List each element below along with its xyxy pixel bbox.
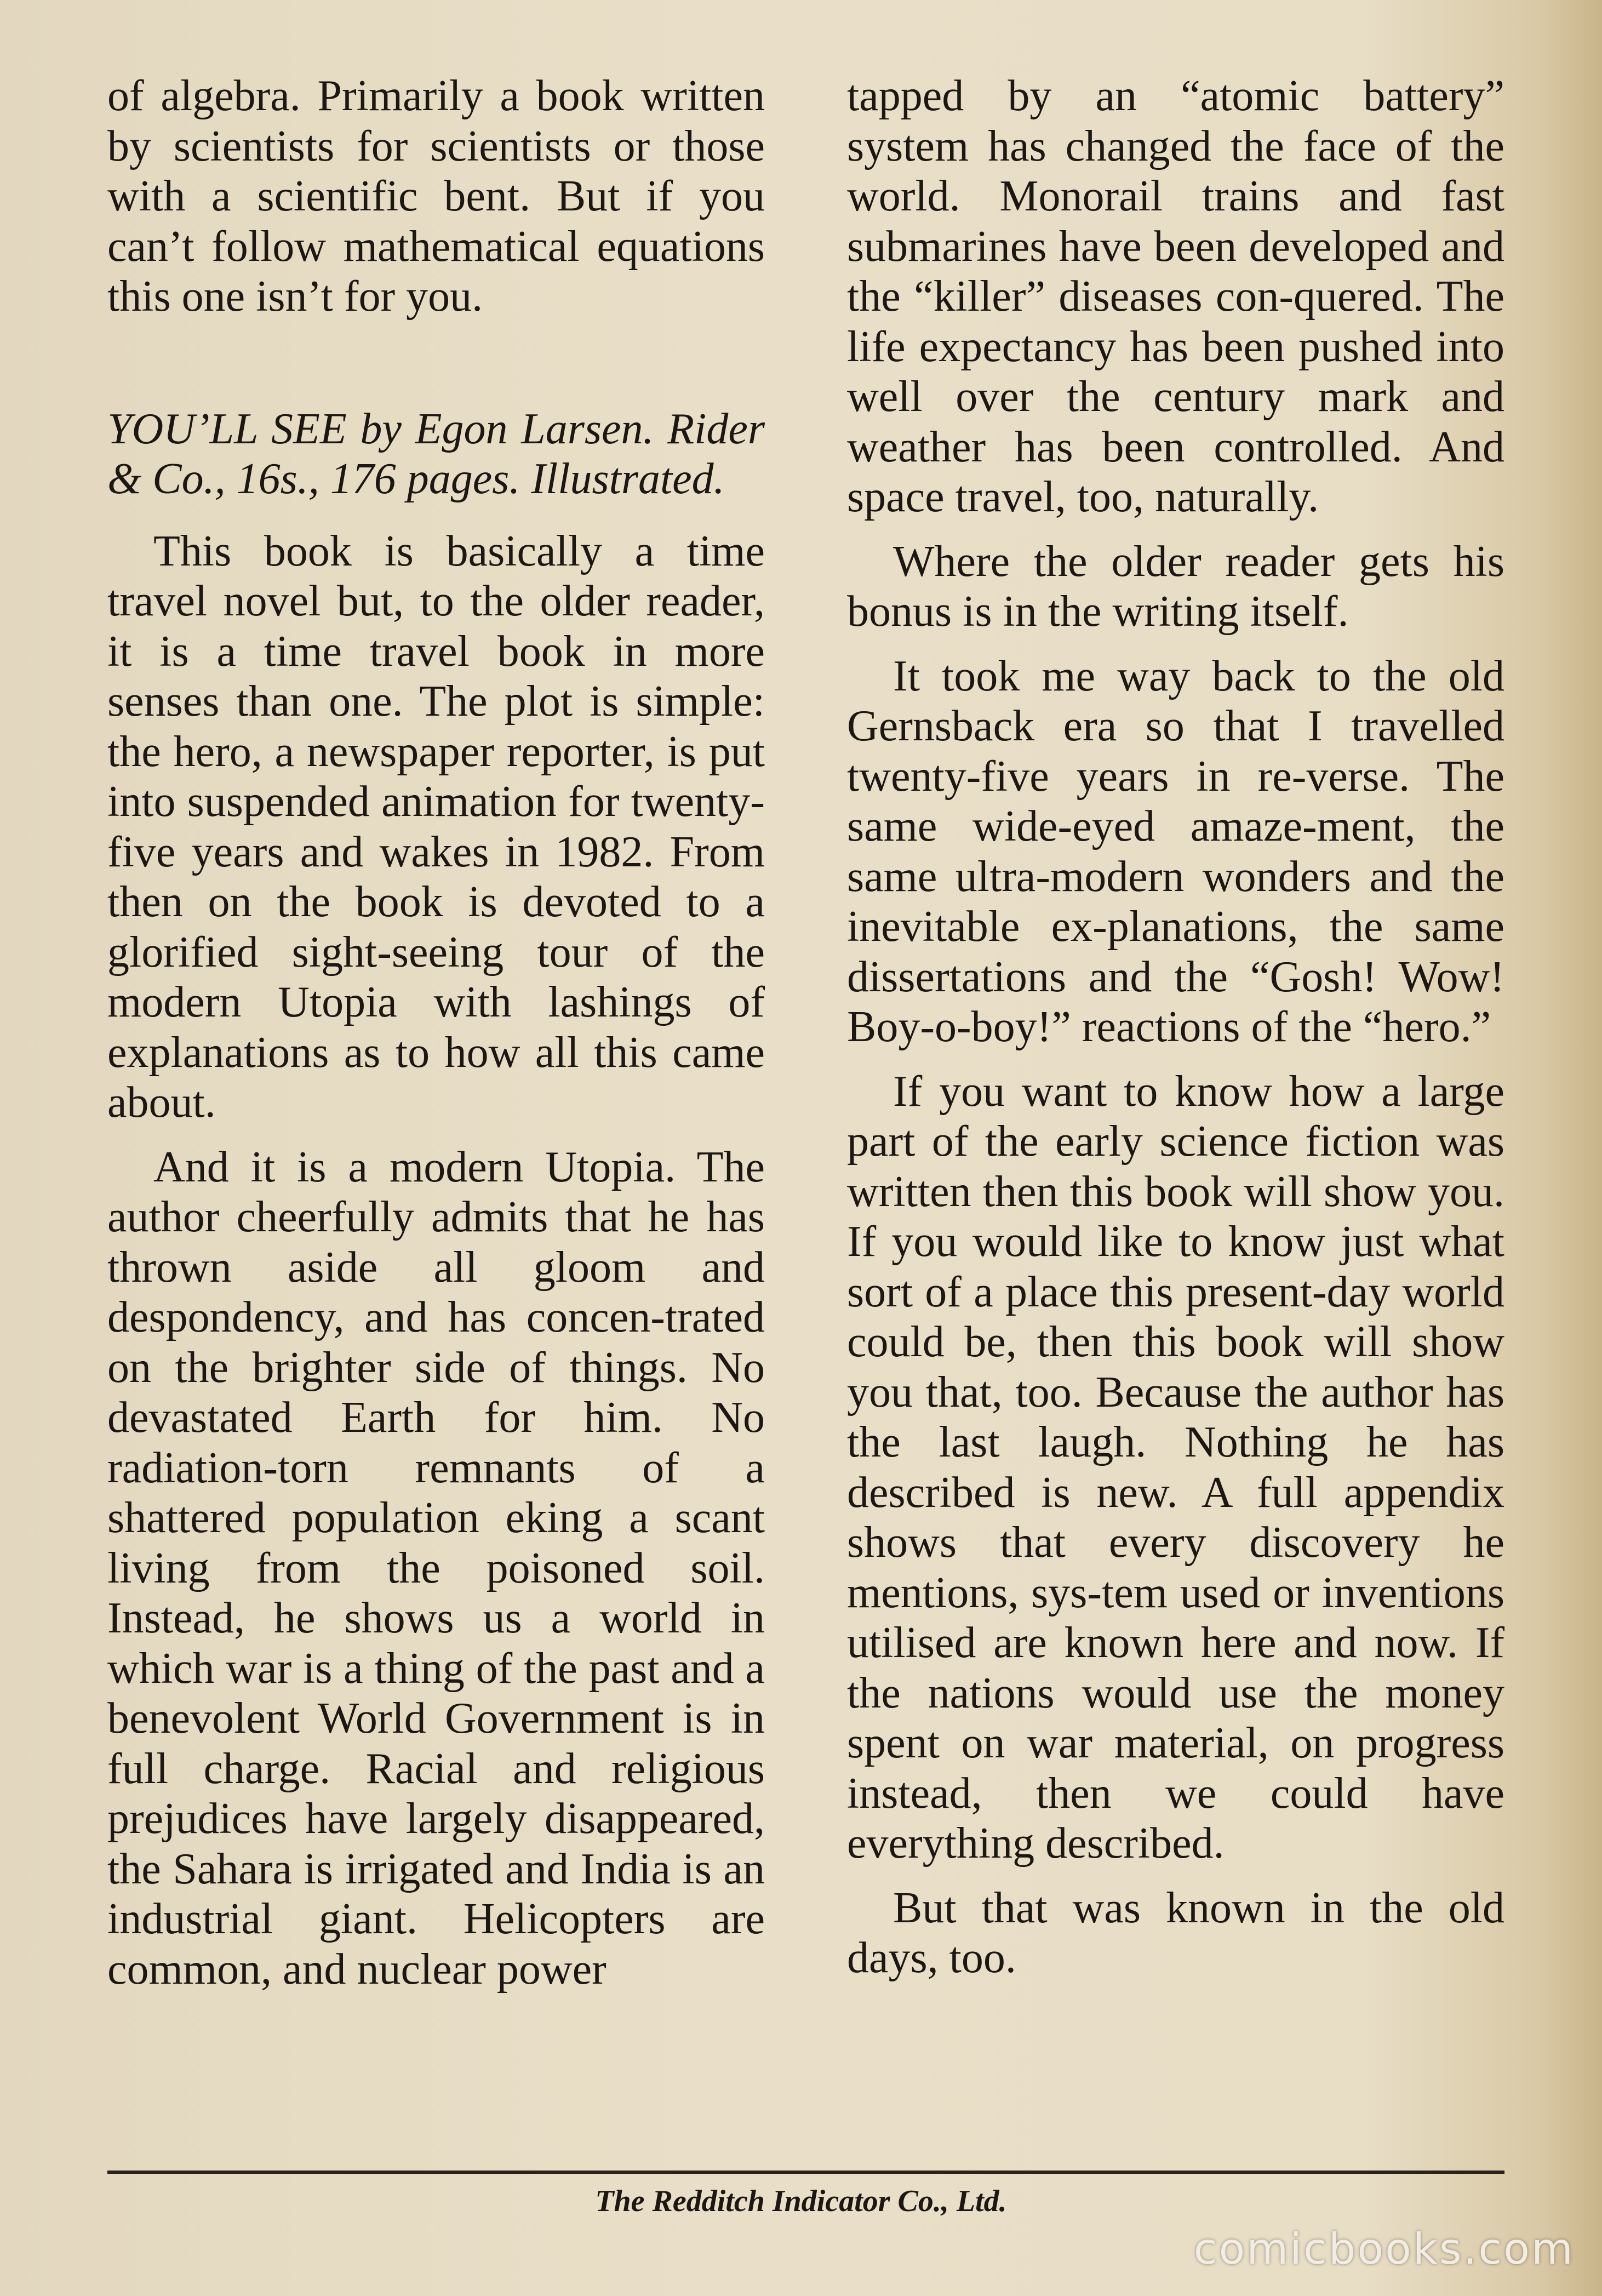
right-column xyxy=(847,71,1504,1998)
paragraph-gernsback-era: It took me way back to the old Gernsback era so that I travelled twenty-five years in re-verse. The same wide-eyed amaze-ment, the same ultra-modern wonders and the inevitable ex-planations, the same dissertations and the “Gosh! Wow! Boy-o-boy!” reactions of the “hero.” xyxy=(847,652,1504,1051)
paragraph-older-reader-bonus: Where the older reader gets his bonus is in the writing itself. xyxy=(847,537,1504,636)
review-heading-youll-see: YOU’LL SEE by Egon Larsen. Rider & Co., 16s., 176 pages. Illustrated. xyxy=(107,404,765,503)
paragraph-algebra-review-end: of algebra. Primarily a book written by scientists for scientists or those with a scientific bent. But if you can’t follow mathematical equations this one isn’t for you. xyxy=(107,72,765,321)
printer-credit: The Redditch Indicator Co., Ltd. xyxy=(595,2184,1007,2218)
paragraph-known-in-old-days: But that was known in the old days, too. xyxy=(847,1883,1504,1982)
paragraph-early-science-fiction: If you want to know how a large part of the early science fiction was written then this book will show you. If you would like to know just what sort of a place this present-day world could be, then this book will show you that, too. Because the author has the last laugh. Nothing he has described is new. A full appendix shows that every discovery he mentions, sys-tem used or inventions utilised are known here and now. If the nations would use the money spent on war material, on progress instead, then we could have everything described. xyxy=(847,1067,1504,1867)
paragraph-time-travel-novel: This book is basically a time travel novel but, to the older reader, it is a time travel book in more senses than one. The plot is simple: the hero, a newspaper reporter, is put into suspended animation for twenty-five years and wakes in 1982. From then on the book is devoted to a glorified sight-seeing tour of the modern Utopia with lashings of explanations as to how all this came about. xyxy=(107,527,765,1127)
footer-rule xyxy=(107,2171,1504,2174)
left-column xyxy=(107,71,765,2009)
paragraph-modern-utopia: And it is a modern Utopia. The author cheerfully admits that he has thrown aside all gloom and despondency, and has concen-trated on the brighter side of things. No devastated Earth for him. No radiation-torn remnants of a shattered population eking a scant living from the poisoned soil. Instead, he shows us a world in which war is a thing of the past and a benevolent World Government is in full charge. Racial and religious prejudices have largely disappeared, the Sahara is irrigated and India is an industrial giant. Helicopters are common, and nuclear power xyxy=(107,1143,765,1994)
site-watermark: comicbooks.com xyxy=(1193,2225,1575,2274)
paragraph-atomic-battery: tapped by an “atomic battery” system has changed the face of the world. Monorail trains and fast submarines have been developed and the “killer” diseases con-quered. The life expectancy has been pushed into well over the century mark and weather has been controlled. And space travel, too, naturally. xyxy=(847,72,1504,521)
